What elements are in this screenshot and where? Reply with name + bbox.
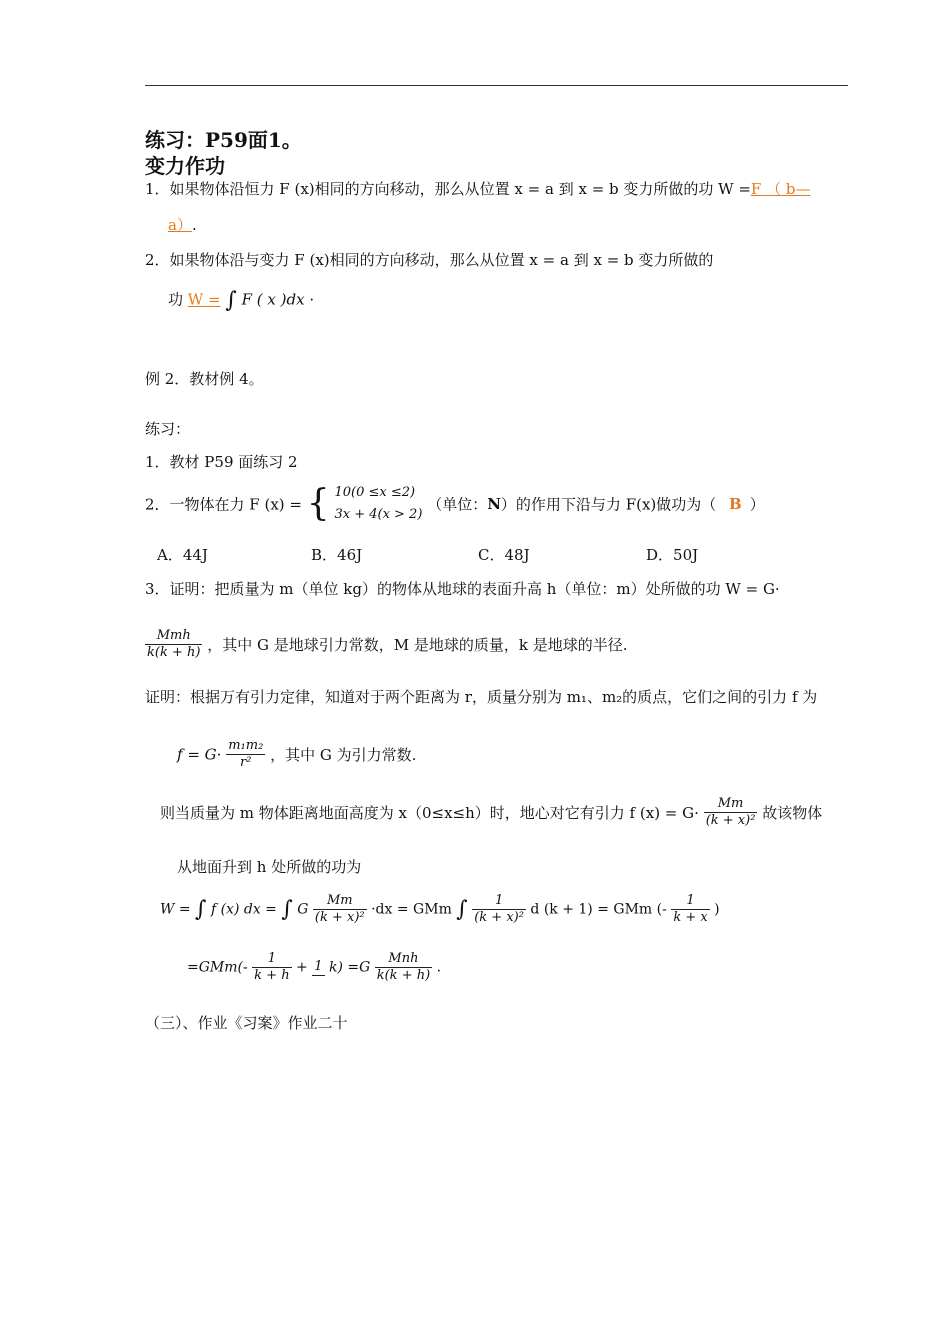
gravity-formula [177, 738, 416, 771]
r2-den: k + h [254, 968, 290, 983]
proof-line: 证明：根据万有引力定律，知道对于两个距离为 r，质量分别为 m₁、m₂的质点，它们之间的引力 f 为 [145, 688, 818, 706]
q3-frac-den: k(k + h) [147, 645, 201, 660]
r2-num: 1 [252, 951, 291, 968]
heading-practice: 练习：P59面1。 [145, 128, 302, 152]
item2-end: · [309, 290, 315, 309]
integral-sign-icon: ∫ [225, 288, 237, 313]
item1-line [145, 178, 810, 199]
r6-num: Mnh [375, 951, 432, 968]
q2-piece2: 3x + 4(x > 2) [334, 507, 423, 522]
integral-sign-icon: ∫ [195, 897, 207, 922]
q3-line3 [160, 796, 822, 829]
r2-fraction [252, 951, 291, 984]
w6-num: 1 [472, 893, 526, 910]
w6-fraction [472, 893, 526, 926]
w10: ) [714, 901, 720, 918]
item2-answer: W = [187, 290, 221, 309]
item1-answer2: a） [168, 216, 192, 234]
r6-den: k(k + h) [376, 968, 431, 983]
option-c: C．48J [478, 546, 530, 564]
practice-q2 [145, 482, 765, 526]
r6-fraction [375, 951, 432, 984]
f-prefix: f = G· [177, 745, 222, 764]
w9-den: k + x [673, 910, 708, 925]
item2-prefix: 功 [168, 290, 184, 309]
w9-num: 1 [671, 893, 709, 910]
q2-answer: B [729, 495, 742, 513]
w5: ·dx = GMm [371, 901, 452, 918]
item2-formula-line [168, 288, 314, 313]
top-rule [145, 85, 848, 86]
homework-line: （三）、作业《习案》作业二十 [145, 1014, 348, 1032]
q3-fraction [145, 628, 202, 661]
item1-line2 [168, 214, 197, 235]
line3-prefix: 则当质量为 m 物体距离地面高度为 x（0≤x≤h）时，地心对它有引力 f (x) = G· [160, 804, 699, 822]
r7: . [436, 959, 442, 976]
w4-num: Mm [313, 893, 367, 910]
r4-fraction [312, 959, 324, 976]
work-result [187, 951, 441, 984]
q2-close: ） [749, 495, 765, 514]
r3: + [296, 959, 308, 976]
q2-pieces [334, 482, 422, 526]
brace-icon: { [306, 483, 330, 524]
line3-suffix: 故该物体 [762, 804, 823, 822]
w8: (- [656, 901, 667, 918]
option-a: A．44J [157, 546, 208, 564]
q3-line2-text: ，其中 G 是地球引力常数，M 是地球的质量，k 是地球的半径. [207, 636, 628, 654]
option-b: B．46J [311, 546, 363, 564]
r1: =GMm(- [187, 959, 248, 976]
q3-frac-num: Mmh [145, 628, 202, 645]
q2-piece1: 10(0 ≤x ≤2) [334, 485, 416, 500]
f-suffix: ，其中 G 为引力常数. [270, 746, 417, 764]
integral-sign-icon: ∫ [456, 897, 468, 922]
q3-line2 [145, 628, 628, 661]
line3-fraction [704, 796, 758, 829]
w9-fraction [671, 893, 709, 926]
practice-title: 练习： [145, 420, 191, 438]
heading-variable-force: 变力作功 [145, 154, 225, 178]
f-fraction [226, 738, 265, 771]
w7: d (k + 1) = GMm [530, 901, 653, 918]
w2: f (x) dx = [210, 901, 277, 918]
line3-den: (k + x)² [705, 813, 756, 828]
w1: W = [160, 901, 191, 918]
w3: G [297, 901, 309, 918]
r4-num: 1 [314, 959, 323, 974]
item1-answer: F （ b— [750, 180, 811, 198]
q2-unit: N [487, 495, 501, 513]
item2-formula: F ( x )dx [241, 290, 305, 309]
q2-suffix1: （单位： [427, 495, 488, 514]
q3-line1: 3．证明：把质量为 m（单位 kg）的物体从地球的表面升高 h（单位：m）处所做的功 W = G· [145, 580, 780, 598]
option-d: D．50J [646, 546, 699, 564]
q2-prefix: 2．一物体在力 F (x) = [145, 495, 302, 514]
q3-line4: 从地面升到 h 处所做的功为 [177, 858, 362, 876]
f-den: r² [240, 755, 252, 770]
w4-fraction [313, 893, 367, 926]
r5: k) =G [328, 959, 371, 976]
item2-line: 2．如果物体沿与变力 F (x)相同的方向移动，那么从位置 x = a 到 x = b 变力所做的 [145, 251, 714, 269]
item1-end: . [191, 216, 197, 234]
item1-text: 1．如果物体沿恒力 F (x)相同的方向移动，那么从位置 x = a 到 x = b 变力所做的功 W = [145, 180, 751, 198]
line3-num: Mm [704, 796, 758, 813]
w4-den: (k + x)² [314, 910, 365, 925]
practice-q1: 1．教材 P59 面练习 2 [145, 453, 298, 471]
example-line: 例 2．教材例 4。 [145, 370, 264, 388]
work-integral [160, 893, 720, 926]
f-num: m₁m₂ [228, 738, 264, 753]
integral-sign-icon: ∫ [281, 897, 293, 922]
w6-den: (k + x)² [474, 910, 524, 925]
q2-suffix2: ）的作用下沿与力 F(x)做功为（ [500, 495, 717, 514]
